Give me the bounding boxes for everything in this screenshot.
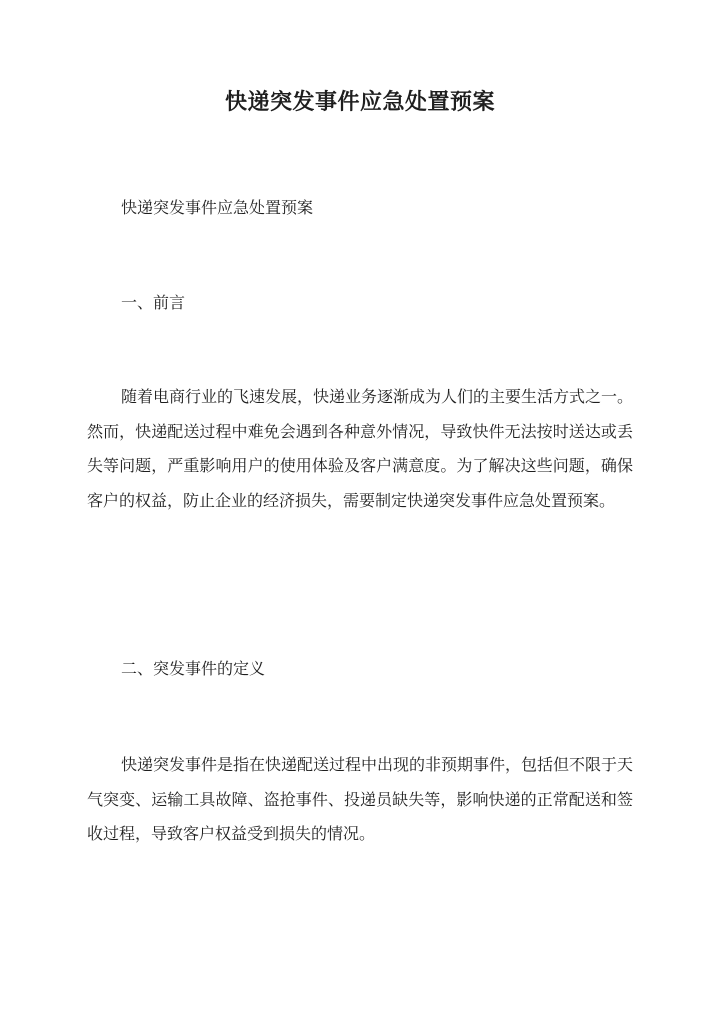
document-title: 快递突发事件应急处置预案 (224, 89, 495, 115)
section-heading-preface: 一、前言 (121, 293, 186, 312)
document-subtitle: 快递突发事件应急处置预案 (121, 198, 314, 217)
section-heading-definition: 二、突发事件的定义 (121, 659, 266, 678)
section-body-definition: 快递突发事件是指在快递配送过程中出现的非预期事件，包括但不限于天气突变、运输工具故障、盗抢事件、投递员缺失等，影响快递的正常配送和签收过程，导致客户权益受到损失的情况。 (87, 755, 634, 844)
section-body-preface: 随着电商行业的飞速发展，快递业务逐渐成为人们的主要生活方式之一。然而，快递配送过程中难免会遇到各种意外情况，导致快件无法按时送达或丢失等问题，严重影响用户的使用体验及客户满意度。为了解决这些问题，确保客户的权益，防止企业的经济损失，需要制定快递突发事件应急处置预案。 (87, 387, 634, 510)
